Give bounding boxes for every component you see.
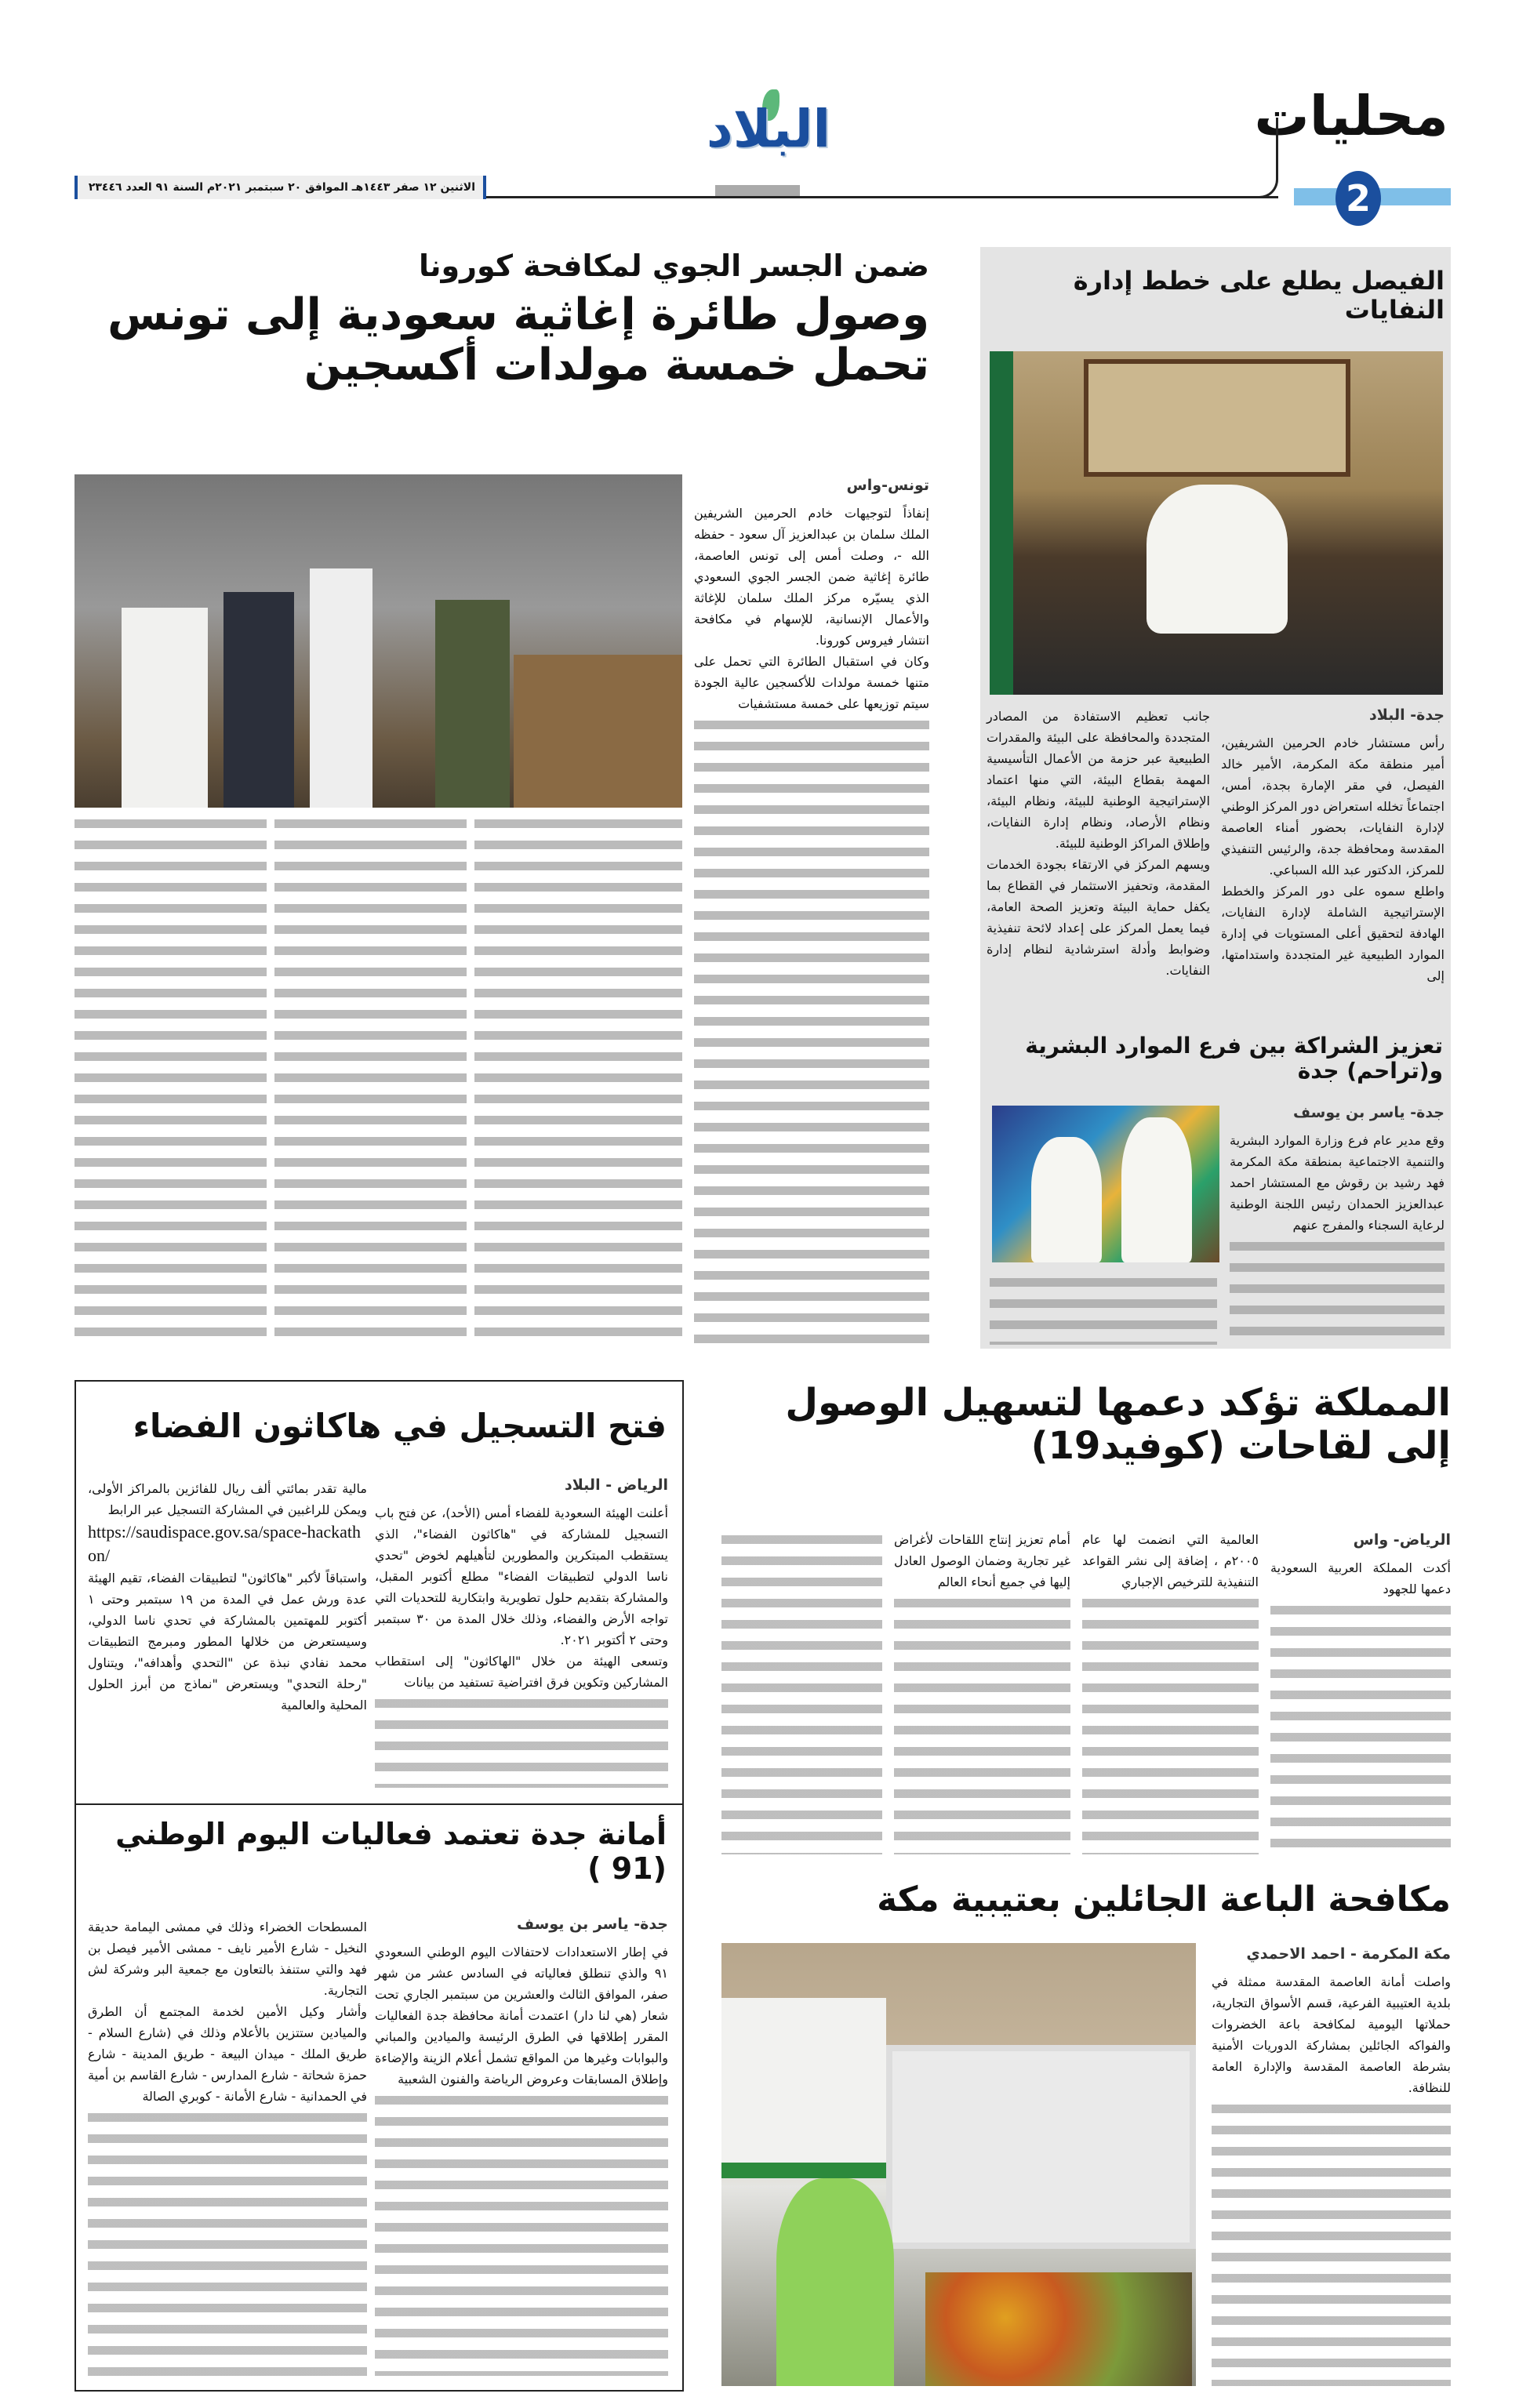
hackathon-para: مالية تقدر بمائتي ألف ريال للفائزين بالمراكز الأولى، ويمكن للراغبين في المشاركة التسجيل عبر الرابط <box>88 1481 367 1517</box>
national-day-headline: أمانة جدة تعتمد فعاليات اليوم الوطني (91 ) <box>115 1817 667 1886</box>
taraahum-body-text <box>990 1278 1217 1345</box>
vaccines-body-column <box>894 1599 1070 1854</box>
national-day-para: وأشار وكيل الأمين لخدمة المجتمع أن الطرق والميادين ستتزين بالأعلام وذلك في (شارع السلام - طريق الملك - ميدان البيعة - طريق المدينة - شارع حمزة شحاتة - شارع المدارس - شارع القاسم بن أمية في الحمدانية - شارع الأمانة - كوبري الصالة <box>88 2004 367 2104</box>
hackathon-para: وتسعى الهيئة من خلال "الهاكاثون" إلى استقطاب المشاركين وتكوين فرق افتراضية تستفيد من بيانات <box>375 1654 668 1690</box>
taraahum-para: وقع مدير عام فرع وزارة الموارد البشرية والتنمية الاجتماعية بمنطقة مكة المكرمة فهد رشيد بن رقوش مع المستشار احمد عبدالعزيز الحمدان رئيس اللجنة الوطنية لرعاية السجناء والمفرج عنهم <box>1230 1133 1445 1233</box>
national-day-para: في إطار الاستعدادات لاحتفالات اليوم الوطني السعودي ٩١ والذي تنطلق فعالياته في السادس عشر من شهر صفر، الموافق الثالث والعشرين من سبتمبر الجاري تحت شعار (هي لنا دار) اعتمدت أمانة محافظة جدة الفعاليات المقرر إطلاقها في الطرق الرئيسة والميادين والمباني والبوابات وغيرها من المواقع تشمل أعلام الزينة والإضاءة وإطلاق المسابقات وعروض الرياضة والفنون الشعبية <box>375 1945 668 2087</box>
logo-underbar <box>715 185 800 196</box>
tunisia-body-column <box>694 721 929 1345</box>
vaccines-headline: إلى لقاحات (كوفيد19) <box>1030 1424 1451 1469</box>
taraahum-headline: تعزيز الشراكة بين فرع الموارد البشرية و(تراحم) جدة <box>1025 1033 1443 1084</box>
section-title: محليات <box>1254 84 1448 148</box>
tunisia-aid-delivery-photo <box>74 474 682 808</box>
tunisia-headline: تحمل خمسة مولدات أكسجين <box>303 340 929 391</box>
tunisia-para: إنفاذاً لتوجيهات خادم الحرمين الشريفين الملك سلمان بن عبدالعزيز آل سعود - حفظه الله -، وصلت أمس إلى تونس العاصمة، طائرة إغاثية ضمن الجسر الجوي السعودي الذي يسيّره مركز الملك سلمان للإغاثة والأعمال الإنسانية، للإسهام في مكافحة انتشار فيروس كورونا. <box>694 506 929 648</box>
header-rule <box>486 196 1278 198</box>
hackathon-para: أعلنت الهيئة السعودية للفضاء أمس (الأحد)، عن فتح باب التسجيل للمشاركة في "هاكاثون الفضاء"، الذي يستقطب المبتكرين والمطورين لتأهيلهم لخوض "تحدي ناسا الدولي لتطبيقات الفضاء" مطلع أكتوبر المقبل، والمشاركة بتقديم حلول تطويرية وابتكارية للتحديات التي تواجه الأرض والفضاء، وذلك خلال المدة من ٣٠ سبتمبر وحتى ٢ أكتوبر ٢٠٢١. <box>375 1505 668 1647</box>
vaccines-para: أمام تعزيز إنتاج اللقاحات لأغراض غير تجارية وضمان الوصول العادل إليها في جميع أنحاء العالم <box>894 1532 1070 1589</box>
vaccines-body-column <box>1270 1606 1451 1854</box>
tunisia-body-column <box>74 819 267 1345</box>
header-rule-curve <box>1255 118 1278 198</box>
vendors-headline: مكافحة الباعة الجائلين بعتيبية مكة <box>877 1880 1451 1919</box>
vendors-campaign-photo <box>721 1943 1196 2386</box>
vaccines-body-column <box>721 1535 882 1854</box>
vaccines-para: العالمية التي انضمت لها عام ٢٠٠٥م ، إضافة إلى نشر القواعد التنفيذية للترخيص الإجباري <box>1082 1532 1259 1589</box>
national-day-body-text <box>375 2096 668 2376</box>
tunisia-para: وكان في استقبال الطائرة التي تحمل على متنها خمسة مولدات للأكسجين عالية الجودة سيتم توزيعها على خمسة مستشفيات <box>694 654 929 711</box>
hackathon-registration-link[interactable]: https://saudispace.gov.sa/space-hackathon/ <box>88 1522 362 1565</box>
vaccines-para: أكدت المملكة العربية السعودية دعمها للجهود <box>1270 1560 1451 1596</box>
logo-text: البلاد <box>706 99 831 159</box>
hackathon-body-text <box>375 1699 668 1788</box>
faisal-para: رأس مستشار خادم الحرمين الشريفين، أمير منطقة مكة المكرمة، الأمير خالد الفيصل، في مقر الإمارة بجدة، أمس، اجتماعاً تخلله استعراض دور المركز الوطني لإدارة النفايات، بحضور أمناء العاصمة المقدسة ومحافظة جدة، والرئيس التنفيذي للمركز، الدكتور عبد الله السباعي. <box>1220 735 1445 877</box>
faisal-headline: الفيصل يطلع على خطط إدارة النفايات <box>1073 266 1445 325</box>
hackathon-byline: الرياض - البلاد <box>565 1476 668 1494</box>
national-day-para: المسطحات الخضراء وذلك في ممشى اليمامة حديقة النخيل - شارع الأمير نايف - ممشى الأمير فيصل بن فهد والتي ستنفذ بالتعاون مع جمعية البر وشركة لش التجارية. <box>88 1919 367 1998</box>
signing-ceremony-photo <box>992 1106 1219 1262</box>
vaccines-byline: الرياض- واس <box>1353 1531 1451 1549</box>
faisal-para: واطلع سموه على دور المركز والخطط الإستراتيجية الشاملة لإدارة النفايات، الهادفة لتحقيق أعلى المستويات في إدارة الموارد الطبيعية غير المتجددة واستدامتها، إلى <box>1221 884 1445 983</box>
national-day-byline: جدة- ياسر بن يوسف <box>517 1916 668 1933</box>
faisal-meeting-photo <box>990 351 1443 695</box>
taraahum-byline: جدة- ياسر بن يوسف <box>1293 1104 1445 1121</box>
dateline: الاثنين ١٢ صفر ١٤٤٣هـ الموافق ٢٠ سبتمبر ٢٠٢١م السنة ٩١ العدد ٢٣٤٤٦ <box>74 176 486 199</box>
tunisia-body-column <box>274 819 467 1345</box>
tunisia-headline: وصول طائرة إغاثية سعودية إلى تونس <box>107 289 929 340</box>
tunisia-kicker: ضمن الجسر الجوي لمكافحة كورونا <box>418 249 929 283</box>
vendors-byline: مكة المكرمة - احمد الاحمدي <box>1246 1945 1451 1963</box>
faisal-byline: جدة- البلاد <box>1369 706 1445 724</box>
vendors-para: واصلت أمانة العاصمة المقدسة ممثلة في بلدية العتيبية الفرعية، قسم الأسواق التجارية، حملاتها اليومية لمكافحة باعة الخضروات والفواكه الجائلين بمشاركة الدوريات الأمنية بشرطة العاصمة المقدسة والإدارة العامة للنظافة. <box>1212 1974 1451 2095</box>
faisal-para: ويسهم المركز في الارتقاء بجودة الخدمات المقدمة، وتحفيز الاستثمار في القطاع بما يكفل حماية البيئة وتعزيز الصحة العامة، فيما يعمل المركز على إعداد لائحة تنفيذية وضوابط وأدلة استرشادية لنظام إدارة النفايات. <box>987 857 1210 978</box>
page-number-badge: 2 <box>1335 171 1381 226</box>
taraahum-body-text <box>1230 1242 1445 1345</box>
national-day-body-text <box>88 2113 367 2376</box>
vendors-body-text <box>1212 2105 1451 2386</box>
hackathon-para: واستباقاً لأكبر "هاكاثون" لتطبيقات الفضاء، تقيم الهيئة عدة ورش عمل في المدة من ١٩ سبتمبر وحتى ١ أكتوبر للمهتمين بالمشاركة في تحدي ناسا الدولي، وسيستعرض من خلالها المطور ومبرمج التطبيقات محمد نفادي نبذة عن "التحدي وأهدافه"، ويتناول "رحلة التحدي" ويستعرض "نماذج من أبرز الحلول المحلية والعالمية <box>88 1571 367 1712</box>
hackathon-headline: فتح التسجيل في هاكاثون الفضاء <box>133 1407 667 1445</box>
faisal-para: جانب تعظيم الاستفادة من المصادر المتجددة والمحافظة على البيئة والمقدرات الطبيعية عبر حزمة من الأعمال التأسيسية المهمة بقطاع البيئة، التي منها اعتماد الإستراتيجية الوطنية للبيئة، ونظام البيئة، ونظام الأرصاد، ونظام إدارة النفايات، وإطلاق المراكز الوطنية للبيئة. <box>987 709 1210 851</box>
section-divider <box>74 1803 684 1805</box>
tunisia-body-column <box>474 819 682 1345</box>
vaccines-body-column <box>1082 1599 1259 1854</box>
vaccines-headline: المملكة تؤكد دعمها لتسهيل الوصول <box>785 1381 1451 1425</box>
newspaper-logo <box>674 86 863 173</box>
tunisia-byline: تونس-واس <box>846 477 929 494</box>
